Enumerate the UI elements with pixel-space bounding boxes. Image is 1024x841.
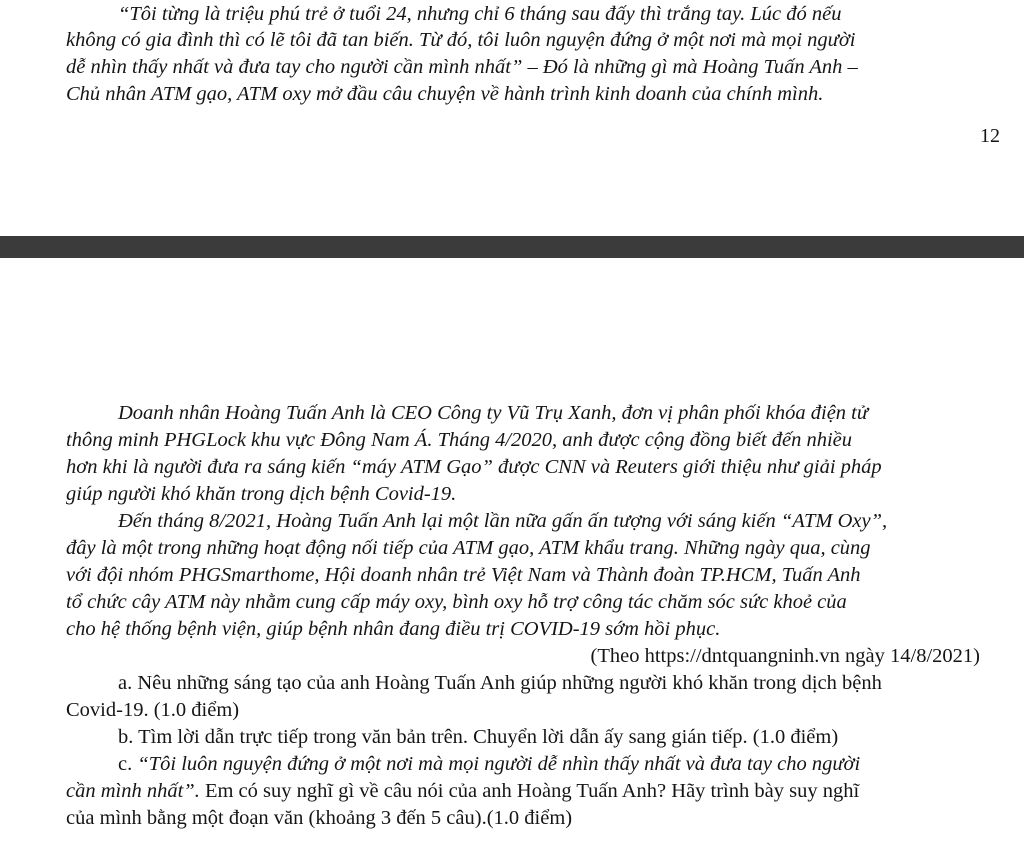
quote-line-3: dễ nhìn thấy nhất và đưa tay cho người cần mình nhất” – Đó là những gì mà Hoàng Tuấn Anh – xyxy=(66,56,858,78)
page-number: 12 xyxy=(980,125,1000,147)
question-a-line-2: Covid-19. (1.0 điểm) xyxy=(66,699,240,721)
question-c-quote-part2: cần mình nhất”. xyxy=(66,780,200,802)
paragraph2-line-3: với đội nhóm PHGSmarthome, Hội doanh nhân trẻ Việt Nam và Thành đoàn TP.HCM, Tuấn Anh xyxy=(66,564,861,586)
paragraph2-line-4: tổ chức cây ATM này nhằm cung cấp máy oxy, bình oxy hỗ trợ công tác chăm sóc sức khoẻ của xyxy=(66,591,847,613)
paragraph2-line-5: cho hệ thống bệnh viện, giúp bệnh nhân đang điều trị COVID-19 sớm hồi phục. xyxy=(66,618,721,640)
paragraph2-line-2: đây là một trong những hoạt động nối tiếp của ATM gạo, ATM khẩu trang. Những ngày qua, cùng xyxy=(66,537,871,559)
question-c-prefix: c. xyxy=(118,753,133,775)
paragraph1-line-2: thông minh PHGLock khu vực Đông Nam Á. Tháng 4/2020, anh được cộng đồng biết đến nhiều xyxy=(66,429,853,451)
question-c-line-1 xyxy=(118,752,860,776)
page-bottom xyxy=(0,258,1024,841)
page-top xyxy=(0,0,1024,236)
paragraph2-line-1: Đến tháng 8/2021, Hoàng Tuấn Anh lại một lần nữa gấn ấn tượng với sáng kiến “ATM Oxy”, xyxy=(118,510,888,532)
question-c-question-text: Em có suy nghĩ gì về câu nói của anh Hoàng Tuấn Anh? Hãy trình bày suy nghĩ xyxy=(204,780,860,802)
quote-line-4: Chủ nhân ATM gạo, ATM oxy mở đầu câu chuyện về hành trình kinh doanh của chính mình. xyxy=(66,83,824,105)
paragraph1-line-1: Doanh nhân Hoàng Tuấn Anh là CEO Công ty Vũ Trụ Xanh, đơn vị phân phối khóa điện tử xyxy=(118,402,869,424)
source-citation: (Theo https://dntquangninh.vn ngày 14/8/2021) xyxy=(590,645,980,667)
quote-line-1: “Tôi từng là triệu phú trẻ ở tuổi 24, nhưng chỉ 6 tháng sau đấy thì trắng tay. Lúc đó nếu xyxy=(118,3,842,25)
question-a-line-1: a. Nêu những sáng tạo của anh Hoàng Tuấn Anh giúp những người khó khăn trong dịch bệnh xyxy=(118,672,882,694)
page-divider xyxy=(0,236,1024,258)
paragraph1-line-4: giúp người khó khăn trong dịch bệnh Covid-19. xyxy=(66,483,457,505)
question-c-line-3: của mình bằng một đoạn văn (khoảng 3 đến 5 câu).(1.0 điểm) xyxy=(66,807,573,829)
question-c-quote-part1: “Tôi luôn nguyện đứng ở một nơi mà mọi người dễ nhìn thấy nhất và đưa tay cho người xyxy=(137,753,861,775)
question-b: b. Tìm lời dẫn trực tiếp trong văn bản trên. Chuyển lời dẫn ấy sang gián tiếp. (1.0 điểm) xyxy=(118,726,839,748)
paragraph1-line-3: hơn khi là người đưa ra sáng kiến “máy ATM Gạo” được CNN và Reuters giới thiệu như giải pháp xyxy=(66,456,882,478)
question-c-line-2 xyxy=(66,779,859,803)
quote-line-2: không có gia đình thì có lẽ tôi đã tan biến. Từ đó, tôi luôn nguyện đứng ở một nơi mà mọi người xyxy=(66,29,856,51)
